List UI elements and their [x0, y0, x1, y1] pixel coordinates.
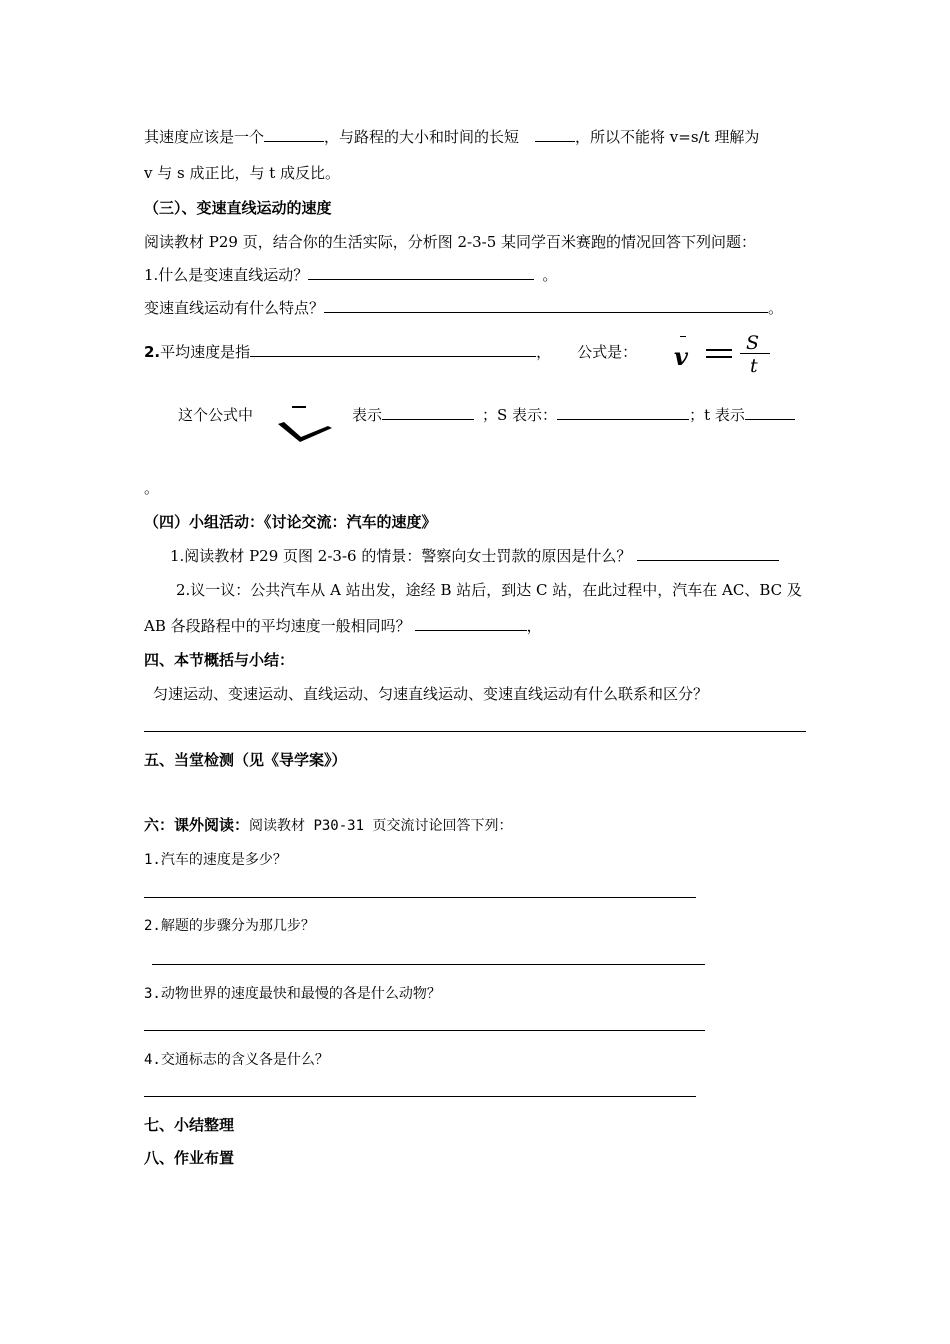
v-bar-symbol: [268, 398, 338, 448]
average-speed-formula: [672, 334, 782, 378]
group-question-1: [170, 546, 779, 566]
question-variable-features: [144, 298, 783, 318]
text: 这个公式中: [178, 406, 254, 424]
reading-question-1: 1.汽车的速度是多少？: [144, 852, 287, 868]
blank-field[interactable]: [557, 405, 689, 420]
blank-field[interactable]: [250, 342, 536, 357]
question-number: 2.: [144, 343, 161, 361]
text: 1.什么是变速直线运动？: [144, 266, 309, 284]
section-heading-test: 五、当堂检测（见《导学案》）: [144, 751, 347, 769]
summary-question: 匀速运动、变速运动、直线运动、匀速直线运动、变速直线运动有什么联系和区分？: [153, 685, 709, 703]
bar-mark: [680, 336, 686, 337]
text: ，: [526, 617, 542, 635]
answer-line[interactable]: [144, 897, 696, 898]
reading-question-3: 3.动物世界的速度最快和最慢的各是什么动物？: [144, 986, 441, 1002]
section-heading-reading: [144, 815, 512, 836]
blank-field[interactable]: [382, 405, 474, 420]
formula-meaning-line: [178, 405, 253, 425]
question-variable-motion: [144, 265, 557, 285]
text: ，: [536, 343, 552, 361]
question-average-speed: [144, 342, 637, 362]
heading-label: 六：课外阅读：: [144, 816, 250, 834]
answer-line[interactable]: [144, 731, 806, 732]
section-heading-wrap-up: 七、小结整理: [144, 1116, 235, 1134]
period-mark: 。: [144, 479, 160, 497]
blank-field[interactable]: [745, 405, 795, 420]
line-proportion: v 与 s 成正比，与 t 成反比。: [144, 164, 341, 182]
text: 公式是：: [577, 343, 638, 361]
answer-line[interactable]: [144, 1030, 705, 1031]
blank-field[interactable]: [324, 298, 768, 313]
equals-bottom: [706, 356, 732, 358]
section-heading-variable-speed: （三）、变速直线运动的速度: [144, 199, 332, 217]
blank-field[interactable]: [637, 546, 779, 561]
text: 平均速度是指: [160, 343, 251, 361]
text: 1.阅读教材 P29 页图 2-3-6 的情景：警察向女士罚款的原因是什么？: [170, 547, 632, 565]
reading-question-4: 4.交通标志的含义各是什么？: [144, 1052, 329, 1068]
section-heading-group-activity: （四）小组活动：《讨论交流：汽车的速度》: [144, 513, 437, 531]
group-question-2: 2.议一议：公共汽车从 A 站出发，途经 B 站后，到达 C 站，在此过程中，汽车在 AC、BC 及: [176, 581, 802, 599]
text: 。: [542, 266, 558, 284]
reading-question-2: 2.解题的步骤分为那几步？: [144, 918, 315, 934]
formula-v: v: [674, 342, 688, 371]
text: ；t 表示: [689, 406, 745, 424]
equals-top: [706, 349, 732, 351]
text: AB 各段路程中的平均速度一般相同吗？: [144, 617, 411, 635]
answer-line[interactable]: [144, 1096, 696, 1097]
blank-field[interactable]: [415, 616, 527, 631]
text: 。: [768, 299, 784, 317]
large-v-glyph: [268, 398, 338, 448]
heading-instruction: 阅读教材 P30-31 页交流讨论回答下列：: [249, 818, 513, 834]
group-question-2-cont: [144, 616, 542, 636]
formula-t: t: [750, 355, 758, 377]
blank-field[interactable]: [535, 127, 575, 142]
section-heading-summary: 四、本节概括与小结：: [144, 651, 295, 669]
blank-field[interactable]: [264, 127, 324, 142]
answer-line[interactable]: [152, 964, 705, 965]
formula-s: S: [746, 332, 760, 354]
line-speed-constant: [144, 127, 759, 147]
text: ；S 表示：: [482, 406, 558, 424]
text: 其速度应该是一个: [144, 128, 265, 146]
formula-meaning-blanks: [352, 405, 795, 425]
text: ，所以不能将 v=s/t 理解为: [575, 128, 760, 146]
text: 表示: [352, 406, 383, 424]
fraction-bar: [740, 353, 770, 354]
section-heading-homework: 八、作业布置: [144, 1149, 235, 1167]
blank-field[interactable]: [308, 265, 534, 280]
text: 变速直线运动有什么特点？: [144, 299, 325, 317]
text: ，与路程的大小和时间的长短: [324, 128, 520, 146]
reading-instruction: 阅读教材 P29 页，结合你的生活实际，分析图 2-3-5 某同学百米赛跑的情况回答下列问题：: [144, 233, 757, 251]
